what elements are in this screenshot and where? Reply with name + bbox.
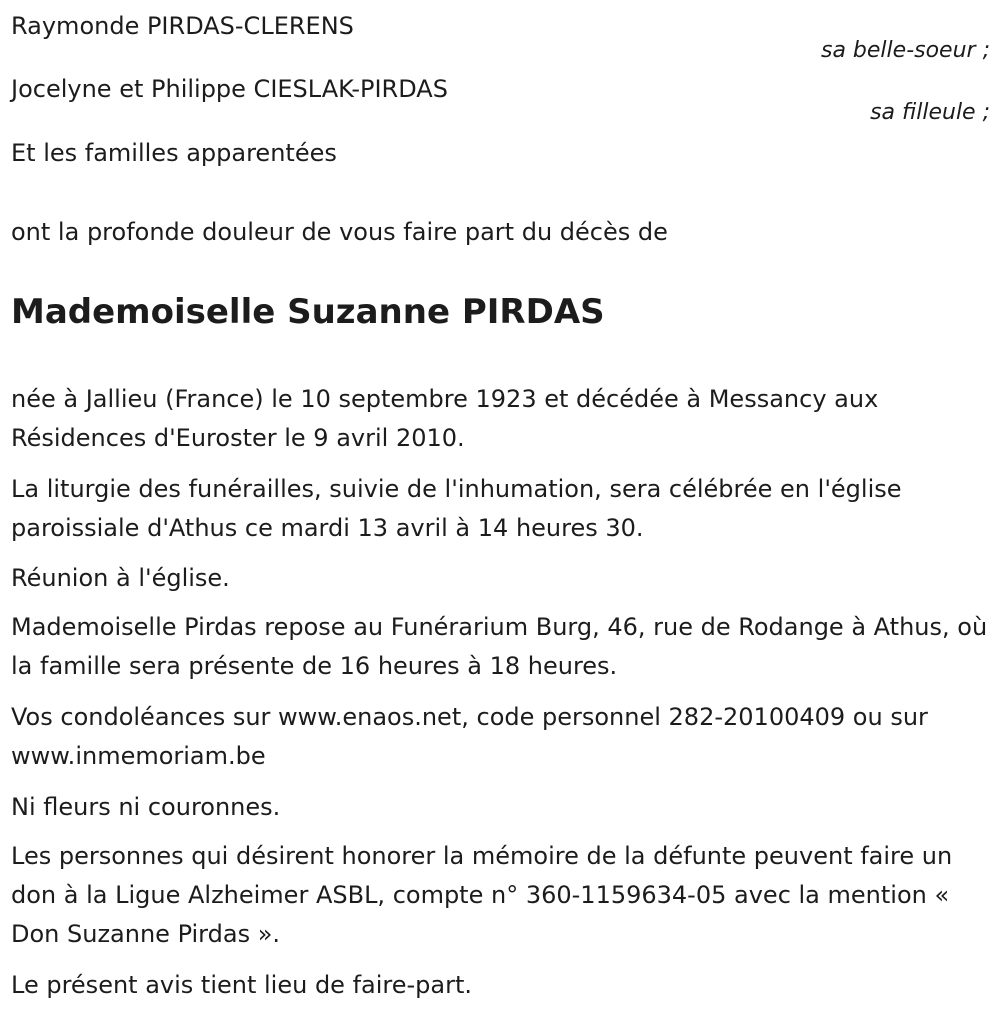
deceased-name: Mademoiselle Suzanne PIRDAS (11, 292, 605, 332)
flowers-paragraph: Ni fleurs ni couronnes. (11, 793, 281, 821)
meeting-paragraph: Réunion à l'église. (11, 564, 230, 592)
mourner-name: Jocelyne et Philippe CIESLAK-PIRDAS (11, 75, 448, 103)
funeral-paragraph: La liturgie des funérailles, suivie de l'inhumation, sera célébrée en l'église paroissiale d'Athus ce mardi 13 avril à 14 heures 30. (11, 475, 902, 542)
mourner-name: Et les familles apparentées (11, 139, 337, 167)
mourner-relation: sa belle-soeur ; (821, 38, 990, 63)
donation-paragraph: Les personnes qui désirent honorer la mémoire de la défunte peuvent faire un don à la Ligue Alzheimer ASBL, compte n° 360-1159634-05 avec la mention « Don Suzanne Pirdas ». (11, 842, 953, 948)
mourner-name: Raymonde PIRDAS-CLERENS (11, 12, 354, 40)
closing-paragraph: Le présent avis tient lieu de faire-part. (11, 971, 473, 999)
funeral-home-paragraph: Mademoiselle Pirdas repose au Funérarium Burg, 46, rue de Rodange à Athus, où la famille sera présente de 16 heures à 18 heures. (11, 613, 988, 680)
announcement-text: ont la profonde douleur de vous faire part du décès de (11, 218, 668, 246)
mourner-relation: sa filleule ; (870, 100, 990, 125)
condolences-paragraph: Vos condoléances sur www.enaos.net, code personnel 282-20100409 ou sur www.inmemoriam.be (11, 703, 928, 770)
birth-death-paragraph: née à Jallieu (France) le 10 septembre 1923 et décédée à Messancy aux Résidences d'Euroster le 9 avril 2010. (11, 385, 879, 452)
